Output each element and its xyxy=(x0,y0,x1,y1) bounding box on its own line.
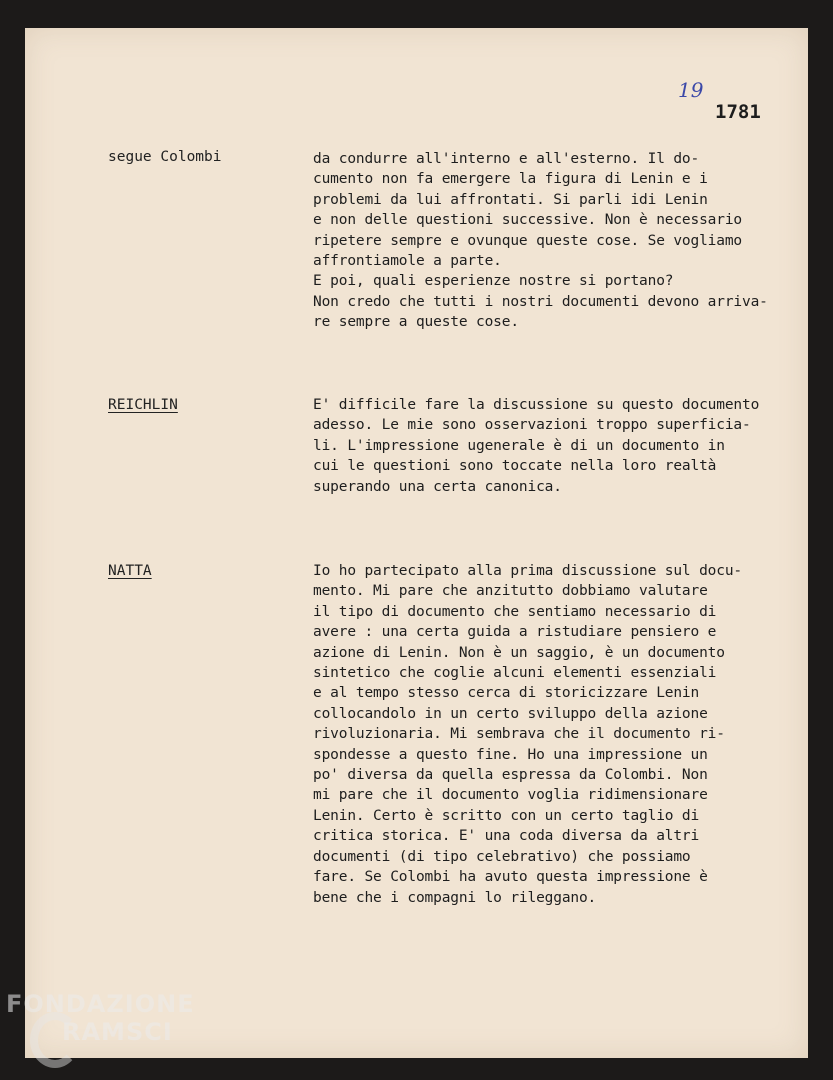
watermark-line1: FONDAZIONE xyxy=(6,990,195,1018)
speaker-reichlin: REICHLIN xyxy=(108,397,178,413)
watermark-line2: RAMSCI xyxy=(62,1018,173,1046)
paragraph-colombi: da condurre all'interno e all'esterno. Il do- cumento non fa emergere la figura di Lenin e i problemi da lui affrontati. Si parli idi Lenin e non delle questioni successive. Non è necessario ripetere sempre e ovunque queste cose. Se vogliamo affrontiamole a parte. E poi, quali esperienze nostre si portano? Non credo che tutti i nostri documenti devono arriva- re sempre a queste cose. xyxy=(313,151,768,331)
archive-number-handwritten: 19 xyxy=(678,78,704,102)
watermark-logo xyxy=(6,990,195,1046)
speaker-colombi: segue Colombi xyxy=(108,149,222,165)
paragraph-reichlin: E' difficile fare la discussione su questo documento adesso. Le mie sono osservazioni troppo superficia- li. L'impressione ugenerale è di un documento in cui le questioni sono toccate nella loro realtà superando una certa canonica. xyxy=(313,397,760,495)
page-number: 1781 xyxy=(715,101,761,123)
speaker-natta: NATTA xyxy=(108,563,152,579)
paragraph-natta: Io ho partecipato alla prima discussione sul docu- mento. Mi pare che anzitutto dobbiamo valutare il tipo di documento che sentiamo necessario di avere : una certa guida a ristudiare pensiero e azione di Lenin. Non è un saggio, è un documento sintetico che coglie alcuni elementi essenziali e al tempo stesso cerca di storicizzare Lenin collocandolo in un certo sviluppo della azione rivoluzionaria. Mi sembrava che il documento ri- spondesse a questo fine. Ho una impressione un po' diversa da quella espressa da Colombi. Non mi pare che il documento voglia ridimensionare Lenin. Certo è scritto con un certo taglio di critica storica. E' una coda diversa da altri documenti (di tipo celebrativo) che possiamo fare. Se Colombi ha avuto questa impressione è bene che i compagni lo rileggano. xyxy=(313,563,742,906)
